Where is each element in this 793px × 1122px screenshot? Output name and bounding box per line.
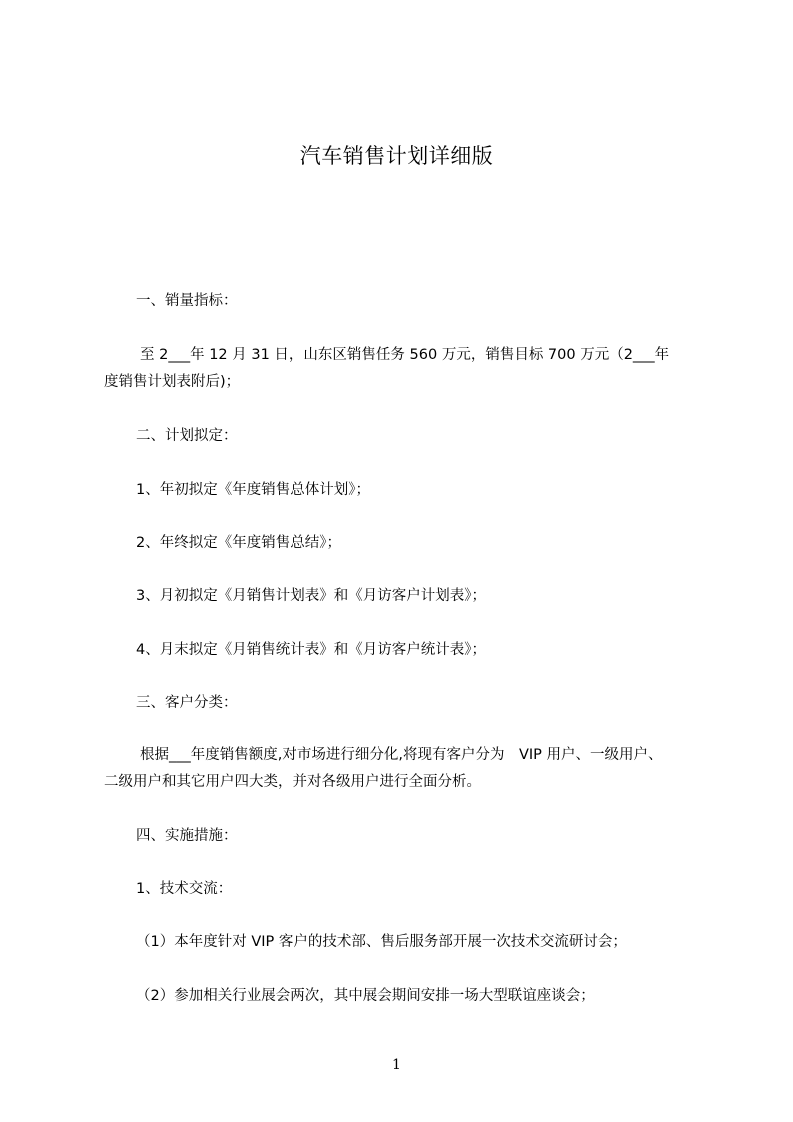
paragraph-classification-line-2: 二级用户和其它用户四大类，并对各级用户进行全面分析。 [104,774,481,790]
paragraph-classification-line-1: 根据___年度销售额度,对市场进行细分化,将现有客户分为 VIP 用户、一级用户、 [140,747,663,763]
section-heading-customer-classification: 三、客户分类： [136,695,238,711]
section-heading-sales-target: 一、销量指标： [136,293,238,309]
plan-item-2: 2、年终拟定《年度销售总结》； [136,535,341,551]
section-heading-plan: 二、计划拟定： [136,428,238,444]
plan-item-1: 1、年初拟定《年度销售总体计划》； [136,482,370,498]
plan-item-4: 4、月末拟定《月销售统计表》和《月访客户统计表》； [136,642,486,658]
paragraph-sales-target-line-1: 至 2___年 12 月 31 日，山东区销售任务 560 万元，销售目标 700 万元（2___年 [140,347,670,363]
page-number: 1 [392,1057,401,1073]
measure-item-1: （1）本年度针对 VIP 客户的技术部、售后服务部开展一次技术交流研讨会； [136,934,627,950]
plan-item-3: 3、月初拟定《月销售计划表》和《月访客户计划表》； [136,588,486,604]
measure-subheading-tech-exchange: 1、技术交流： [136,881,233,897]
section-heading-measures: 四、实施措施： [136,828,238,844]
document-title: 汽车销售计划详细版 [299,144,494,168]
paragraph-sales-target-line-2: 度销售计划表附后)； [104,374,241,390]
measure-item-2: （2）参加相关行业展会两次，其中展会期间安排一场大型联谊座谈会； [136,988,595,1004]
